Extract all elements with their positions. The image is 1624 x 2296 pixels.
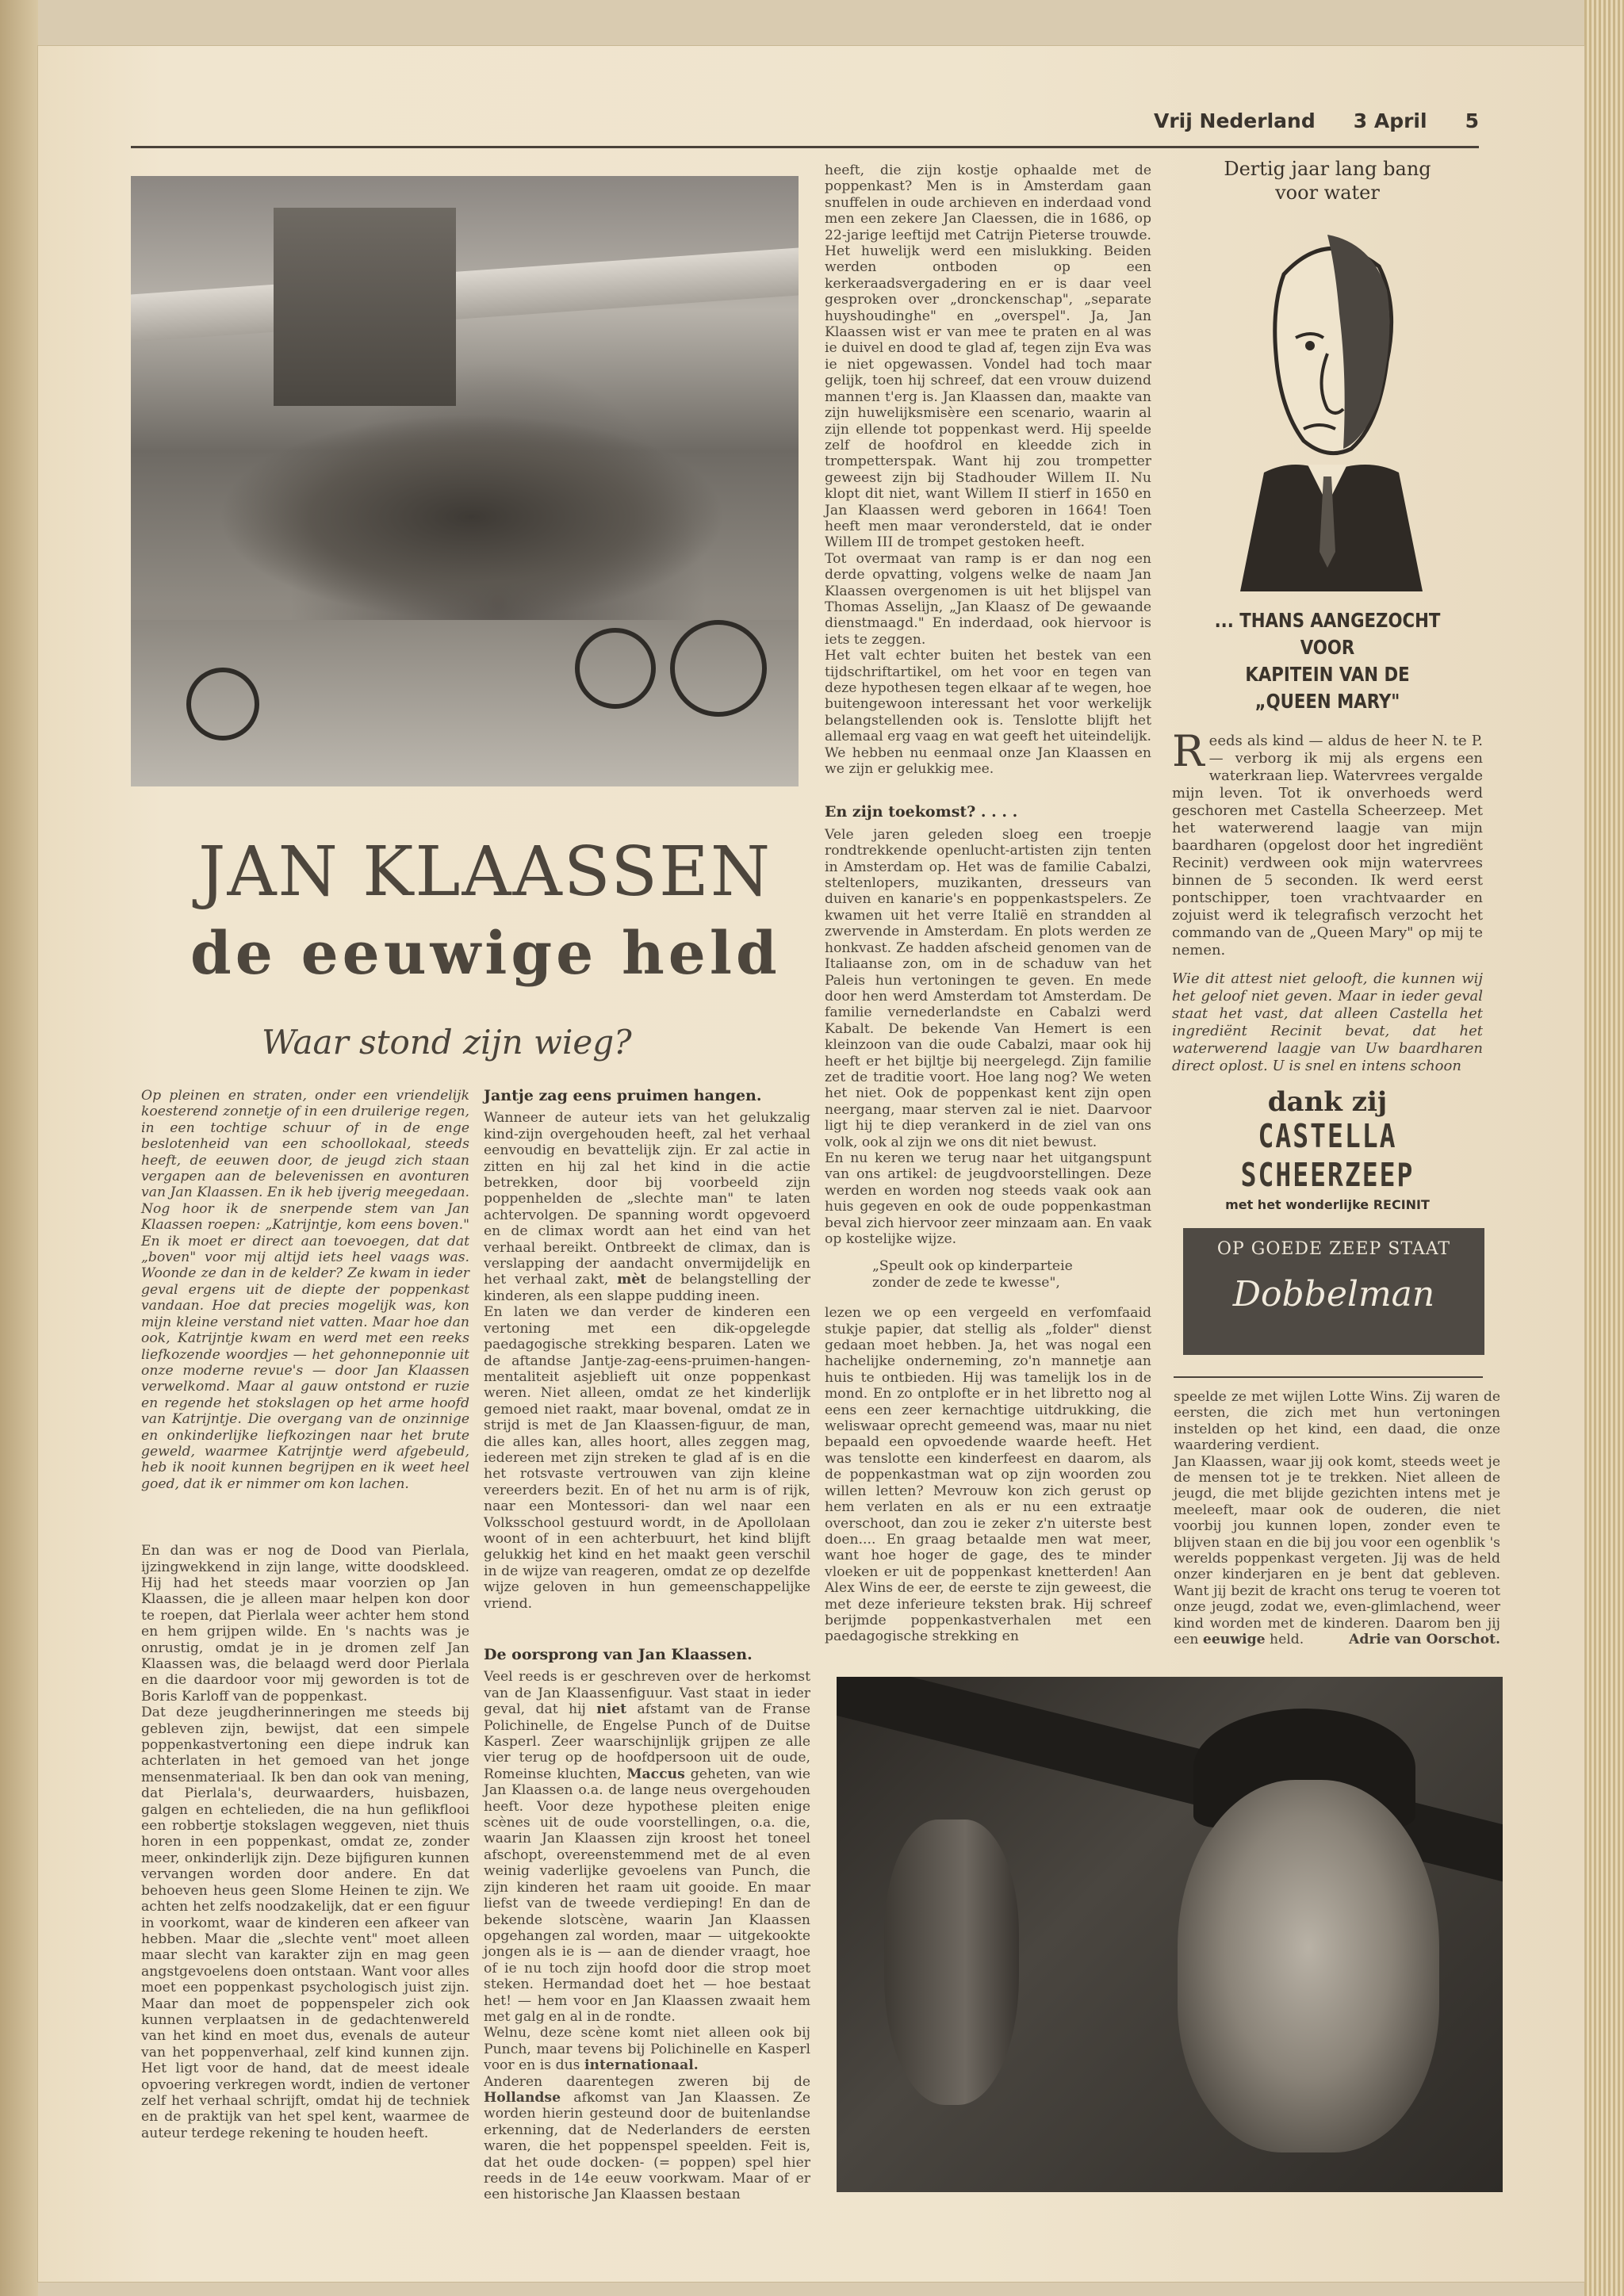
- emphasis: Hollandse: [484, 2089, 561, 2106]
- quote-line: „Speult ook op kinderparteie: [872, 1258, 1073, 1275]
- article-kicker: Waar stond zijn wieg?: [262, 1023, 632, 1062]
- paragraph: Vele jaren geleden sloeg een troepje rondtrekkende openlucht-artisten zijn tenten in Amsterdam op. Het was de familie Cabalzi, steltenlopers, muzikanten, dresseurs van duiven en kanarie's en poppenkastspelers. Ze kwamen uit het verre Italië en strandden al zwervende in Amsterdam. En plots werden ze honkvast. Ze hadden afscheid genomen van de Italiaanse zon, om in de schaduw van het Paleis hun vertoningen te geven. En mede door hen werd Amsterdam tot Amsterdam. De familie vernederlandste en Cabalzi werd Kabalt. De bekende Van Hemert is een kleinzoon van die oude Cabalzi, maar ook hij heeft er het bijltje bij neergelegd. Zijn familie zet de traditie voort. Hoe lang nog? We weten het niet. Ook de poppenkast kent zijn open neergang, maar sterven zal ie niet. Daarvoor ligt hij te diep verankerd in de ziel van ons volk, ook al zijn we ons dit niet bewust.: [825, 826, 1151, 1150]
- paragraph: En dan was er nog de Dood van Pierlala, ijzingwekkend in zijn lange, witte doodskleed. Hij had het steeds maar voorzien op Jan Klaassen, die je alleen maar helpen kon door te roepen, dat Pierlala weer achter hem stond en hem grijpen wilde. En 's nachts was je onrustig, omdat je in je dromen zelf Jan Klaassen was, die belaagd werd door Pierlala en die daardoor voor mij geworden is tot de Boris Karloff van de poppenkast.: [141, 1543, 469, 1705]
- column-rule: [1174, 1376, 1483, 1378]
- article-subtitle: de eeuwige held: [190, 920, 781, 988]
- photo-puppet-show-crowd: [131, 176, 799, 786]
- paragraph: Anderen daarentegen zweren bij de Hollandse afkomst van Jan Klaassen. Ze worden hierin gesteund door de buitenlandse erkenning, dat de Nederlanders de eersten waren, die het poppenspel speelden. Feit is, dat het oude docken- (= poppen) spel hier reeds in de 14e eeuw voorkwam. Maar of er een historische Jan Klaassen bestaan: [484, 2073, 810, 2203]
- paragraph: Welnu, deze scène komt niet alleen ook bij Punch, maar tevens bij Polichinelle en Kasperl voor en is dus internationaal.: [484, 2025, 810, 2074]
- article-column-2: [484, 1088, 810, 2203]
- quotation: [825, 1258, 1151, 1291]
- photo-bicycle-wheel: [575, 628, 656, 709]
- emphasis: eeuwige: [1202, 1632, 1266, 1648]
- ad-body-text: R eeds als kind — aldus de heer N. te P. — verborg ik mij als ergens een waterkraan liep. Watervrees vergalde mijn leven. Tot ik onverhoeds werd geschoren met Castella Scheerzeep. Met het waterwerend laagje van mijn baardharen (opgelost door het ingrediënt Recinit) verdween ook mijn watervrees binnen de 5 seconden. Ik werd eerst pontschipper, toen vrachtvaarder en zojuist werd ik telegrafisch verzocht het commando van de „Queen Mary" op mij te nemen.: [1172, 726, 1483, 959]
- advertisement-castella: [1172, 157, 1483, 1362]
- paragraph: Tot overmaat van ramp is er dan nog een derde opvatting, volgens welke de naam Jan Klaassen overgenomen is uit het blijspel van Thomas Asselijn, „Jan Klaasz of De gewaande dienstmaagd." En inderdaad, ook hiervoor is iets te zeggen.: [825, 550, 1151, 648]
- photo-puppet-booth: [274, 208, 456, 406]
- paragraph: speelde ze met wijlen Lotte Wins. Zij waren de eersten, die zich met hun vertoningen instelden op het kind, een daad, die onze waardering verdient.: [1174, 1389, 1500, 1454]
- paragraph: En laten we dan verder de kinderen een vertoning met een dik-opgelegde paedagogische strekking besparen. Laten we de aftandse Jantje-zag-eens-pruimen-hangen-mentaliteit asjeblieft uit onze poppenkast weren. Niet alleen, omdat ze het kinderlijk gemoed niet raakt, maar bovenal, omdat ze in strijd is met de Jan Klaassen-figuur, de man, die alles kan, alles hoort, alles zeggen mag, iedereen met zijn streken te glad af is en die het rotsvaste vertrouwen van zijn kleine vereerders bezit. En of het nu arm is of rijk, naar een Montessori- dan wel naar een Volksschool gestuurd wordt, in de Apollolaan woont of in een achterbuurt, het kind blijft gelukkig het kind en het maakt geen verschil in de wijze van reageren, omdat ze op dezelfde wijze geloven in hun gemeenschappelijke vriend.: [484, 1304, 810, 1612]
- photo-puppet-face-left: [884, 1820, 1019, 2105]
- emphasis: internationaal.: [584, 2057, 699, 2074]
- paragraph: Jan Klaassen, waar jij ook komt, steeds weet je de mensen tot je te trekken. Niet alleen de jeugd, die met blijde gezichten intens met je meeleeft, maar ook de ouderen, die niet voorbij jou kunnen lopen, zonder even te blijven staan en die bij jou voor een ogenblik 's werelds poppenkast vergeten. Jij was de held onzer kinderjaren en je bent dat gebleven. Want jij bezit de kracht ons terug te voeren tot onze jeugd, zodat we, even-glimlachend, weer kind worden met de kinderen. Daarom ben jij een eeuwige held. Adrie van Oorschot.: [1174, 1453, 1500, 1648]
- ad-dobbelman-box: [1183, 1228, 1484, 1355]
- emphasis: niet: [596, 1701, 627, 1718]
- quote-line: zonder de zede te kwesse",: [872, 1274, 1060, 1291]
- ad-cartoon-man-illustration: [1208, 219, 1446, 591]
- ad-box-slogan: OP GOEDE ZEEP STAAT: [1216, 1239, 1451, 1259]
- publication-name: Vrij Nederland: [1154, 109, 1316, 132]
- ad-tagline: met het wonderlijke RECINIT: [1225, 1197, 1430, 1212]
- ad-dropcap: R: [1172, 726, 1205, 776]
- photo-crowd: [218, 414, 726, 620]
- binding-edge: [0, 0, 38, 2296]
- paragraph: Wanneer de auteur iets van het gelukzalig kind-zijn overgehouden heeft, zal het verhaal eenvoudig en bevattelijk zijn. Er zal actie in zitten en hij zal het kind in die actie betrekken, door bij voorbeeld zijn poppenhelden de „slechte man" te laten achtervolgen. De spanning wordt opgevoerd en de climax wordt aan het eind van het verhaal bereikt. Ontbreekt de climax, dan is verslapping der aandacht onvermijdelijk en het verhaal zakt, mèt de belangstelling der kinderen, als een slappe pudding ineen.: [484, 1110, 810, 1304]
- ad-top-headline: Dertig jaar lang bang voor water: [1224, 158, 1431, 204]
- photo-puppet-face-jan-klaassen: [1178, 1780, 1439, 2152]
- paragraph: En nu keren we terug naar het uitgangspunt van ons artikel: de jeugdvoorstellingen. Deze werden en worden nog steeds vaak ook aan huis gegeven en ook de oude poppenkastman beval zich hiervoor zeer minzaam aan. En vaak op kostelijke wijze.: [825, 1150, 1151, 1247]
- section-heading: De oorsprong van Jan Klaassen.: [484, 1646, 753, 1663]
- page-number: 5: [1465, 109, 1479, 132]
- author-signature: Adrie van Oorschot.: [1349, 1632, 1500, 1648]
- emphasis: mèt: [617, 1272, 647, 1288]
- page-stack-edge: [1584, 0, 1624, 2296]
- photo-bicycle-wheel: [670, 620, 767, 717]
- ad-thanks: dank zij: [1267, 1086, 1388, 1118]
- photo-bicycle-wheel: [186, 668, 259, 740]
- section-heading: En zijn toekomst? . . . .: [825, 803, 1018, 821]
- paragraph: Dat deze jeugdherinneringen me steeds bij gebleven zijn, bewijst, dat een simpele poppenkastvertoning een diepe indruk kan achterlaten in het gemoed van het jonge mensenmateriaal. Ik ben dan ook van mening, dat Pierlala's, deurwaarders, huisbazen, galgen en echtelieden, die na hun geflikflooi een robbertje stokslagen weggeven, niet thuis horen in een poppenkast, omdat ze, zonder meer, onkinderlijk zijn. Deze bijfiguren kunnen vervangen worden door andere. En dat behoeven heus geen Slome Heinen te zijn. We achten het zelfs noodzakelijk, dat er een figuur in voorkomt, waar de kinderen een afkeer van hebben. Maar die „slechte vent" moet alleen maar slecht van karakter zijn en mag geen angstgevoelens doen ontstaan. Want voor alles moet een poppenkast psychologisch juist zijn. Maar dan moet de poppenspeler zich ook kunnen verplaatsen in de gedachtenwereld van het kind en moet dus, evenals de auteur van het poppenverhaal, zelf kind kunnen zijn. Het ligt voor de hand, dat de meest ideale opvoering verkregen wordt, indien de vertoner zelf het verhaal schrijft, omdat hij de techniek en de praktijk van het spel kent, waarmee de auteur terdege rekening te houden heeft.: [141, 1705, 469, 2141]
- section-heading: Jantje zag eens pruimen hangen.: [484, 1087, 762, 1104]
- paragraph: Het valt echter buiten het bestek van een tijdschriftartikel, om het voor en tegen van deze hypothesen tegen elkaar af te wegen, hoe buitengewoon interessant het voor werkelijk belangstellenden ook is. Tenslotte blijft het allemaal erg vaag en wat geeft het uiteindelijk. We hebben nu eenmaal onze Jan Klaassen en we zijn er gelukkig mee.: [825, 648, 1151, 778]
- article-column-3: [825, 163, 1151, 1645]
- ad-dobbelman-logo: Dobbelman: [1232, 1274, 1435, 1314]
- article-title: JAN KLAASSEN: [198, 832, 772, 912]
- article-intro: Op pleinen en straten, onder een vriendelijk koesterend zonnetje of in een druilerige regen, in een tochtige schuur of in de enge beslotenheid van een schoollokaal, steeds heeft, de eeuwen door, de jeugd zich staan vergapen aan de belevenissen en avonturen van Jan Klaassen. En ik heb ijverig meegedaan. Nog hoor ik de snerpende stem van Jan Klaassen roepen: „Katrijntje, kom eens boven." En ik moet er direct aan toevoegen, dat dat „boven" voor mij altijd iets heel vaags was. Woonde ze dan in de kelder? Ze kwam in ieder geval ergens uit de diepte der poppenkast vandaan. Hoe dat precies mogelijk was, kon mijn kleine verstand niet vatten. Maar hoe dan ook, Katrijntje kwam en werd met een reeks liefkozende woordjes — het gehonneponnie uit onze moderne revue's — door Jan Klaassen verwelkomd. Maar al gauw ontstond er ruzie en regende het stokslagen op het arme hoofd van Katrijntje. Die overgang van de onzinnige en onkinderlijke liefkozingen naar het brute geweld, waarmee Katrijntje werd afgebeuld, heb ik nooit kunnen begrijpen en ik weet heel goed, dat ik er nimmer om kon lachen.: [141, 1088, 469, 1492]
- photo-roof: [131, 248, 799, 342]
- photo-puppet-heads: [837, 1677, 1503, 2192]
- issue-date: 3 April: [1353, 109, 1427, 132]
- paragraph: Veel reeds is er geschreven over de herkomst van de Jan Klaassenfiguur. Vast staat in ieder geval, dat hij niet afstamt van de Franse Polichinelle, de Engelse Punch of de Duitse Kasperl. Zeer waarschijnlijk grijpen ze alle vier terug op de hoofdpersoon uit de oude, Romeinse kluchten, Maccus geheten, van wie Jan Klaassen o.a. de lange neus overgehouden heeft. Voor deze hypothese pleiten enige scènes uit de oude voorstellingen, o.a. die, waarin Jan Klaassen zijn kroost het toneel afschopt, overeenstemmend met de al even weinig vaderlijke gevoelens van Punch, die zijn kinderen het raam uit gooide. En maar liefst van de tweede verdieping! En dan de bekende slotscène, waarin Jan Klaassen opgehangen zal worden, maar — uitgekookte jongen als ie is — aan de diender vraagt, hoe of ie nu toch zijn hoofd door die strop moet steken. Hermandad doet het — hoe bestaat het! — hem voor en Jan Klaassen zwaait hem met galg en al in de rondte.: [484, 1669, 810, 2025]
- ad-italic-text: Wie dit attest niet gelooft, die kunnen wij het geloof niet geven. Maar in ieder geval staat het vast, dat alleen Castella het ingrediënt Recinit bevat, dat het waterwerend laagje van Uw baardharen direct oplost. U is snel en intens schoon: [1172, 970, 1483, 1074]
- emphasis: Maccus: [626, 1766, 685, 1782]
- ad-headline: ... THANS AANGEZOCHT VOOR KAPITEIN VAN DE „QUEEN MARY": [1214, 609, 1441, 713]
- paragraph: heeft, die zijn kostje ophaalde met de poppenkast? Men is in Amsterdam gaan snuffelen in oude archieven en inderdaad vond men een zekere Jan Claessen, die in 1686, op 22-jarige leeftijd met Catrijn Pieterse trouwde. Het huwelijk werd een mislukking. Beiden werden ontboden op een kerkeraadsvergadering en er is daar veel gesproken over „dronckenschap", „separate huyshoudinghe" en „overspel". Ja, Jan Klaassen wist er van mee te praten en al was ie duivel en dood te glad af, tegen zijn Eva was ie niet opgewassen. Vondel had toch maar gelijk, toen hij schreef, dat een vrouw duizend mannen t'erg is. Jan Klaassen dan, maakte van zijn huwelijksmisère een scenario, waarin al zijn ellende tot poppenkast werd. Hij speelde zelf de hoofdrol en kleedde zich in trompetterspak. Want hij zou trompetter geweest zijn bij Stadhouder Willem II. Nu klopt dit niet, want Willem II stierf in 1650 en Jan Klaassen werd geboren in 1664! Toen heeft men maar verondersteld, dat ie onder Willem III de trompet gestoken heeft.: [825, 163, 1151, 551]
- ad-brand-name: CASTELLA SCHEERZEEP: [1240, 1116, 1415, 1194]
- paragraph: lezen we op een vergeeld en verfomfaaid stukje papier, dat stellig als „folder" dienst gedaan moet hebben. Ja, het was nogal een hachelijke onderneming, zo'n mannetje aan huis te ontbieden. Hij was tamelijk los in de mond. En zo ontplofte er in het libretto nog al eens een zeer kernachtige uitdrukking, die weliswaar oprecht gemeend was, maar nu niet bepaald een opvoedende waarde heeft. Het was tenslotte een kinderfeest en daarom, als de poppenkastman wat op zijn woorden zou willen letten? Mevrouw kon zich gerust op hem verlaten en als er nu een extraatje overschoot, dan zou ie zeker z'n uiterste best doen.... En graag betaalde men wat meer, want hoe hoger de gage, des te minder vloeken er uit de poppenkast knetterden! Aan Alex Wins de eer, de eerste te zijn geweest, die met deze inferieure teksten brak. Hij schreef berijmde poppenkastverhalen met een paedagogische strekking en: [825, 1305, 1151, 1645]
- masthead-rule: [131, 146, 1479, 148]
- article-column-4: [1174, 1389, 1500, 1648]
- article-column-1: [141, 1088, 469, 2141]
- masthead: [1154, 109, 1479, 136]
